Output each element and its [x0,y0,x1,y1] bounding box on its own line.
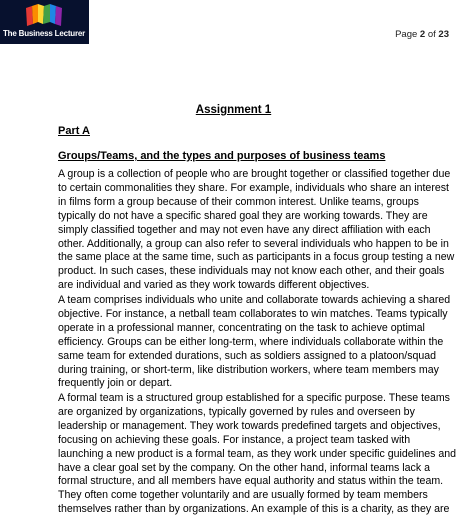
text-line: A team comprises individuals who unite and collaborate towards achieving a shared [58,294,451,306]
page-number [395,29,449,40]
text-line: launching a new product is a formal team, as they work under specific guidelines and [58,447,457,460]
text-line: other. Additionally, a group can also refer to several individuals who happen to be in [58,237,449,250]
text-line: objective. For instance, a netball team collaborates to win matches. Teams typically [58,307,448,320]
text-line: are organized by organizations, typically governed by rules and overseen by [58,405,415,418]
books-icon [24,2,64,28]
text-line: They often come together voluntarily and are usually formed by team members [58,489,428,502]
text-line: formal structure, and all members have equal authority and status within the team. [58,475,444,488]
page-total: 23 [438,29,449,40]
business-lecturer-logo [0,0,89,44]
text-line: the same place at the same time, such as participants in a focus group testing a new [58,251,455,264]
text-line: typically do not have a specific shared goal they are working towards. They are [58,209,428,222]
paragraph [58,168,455,293]
text-line: product. In such cases, these individuals may not know each other, and their goals [58,265,445,278]
paragraph [58,294,451,391]
paragraph [58,392,457,517]
section-heading: Groups/Teams, and the types and purposes of business teams [58,150,386,162]
text-line: to certain commonalities they share. For example, individuals who share an interest [58,181,449,194]
text-line: are individual and varied as they work towards different objectives. [58,279,370,292]
page-current: 2 [419,29,426,40]
text-line: themselves rather than by organizations. An example of this is a charity, as they are [58,503,450,516]
text-line: A formal team is a structured group established for a specific purpose. These teams [58,392,450,404]
document-title: Assignment 1 [195,104,272,116]
text-line: A group is a collection of people who are brought together or classified together due [58,168,451,180]
text-line: operate in a professional manner, concentrating on the task to achieve optimal [58,321,425,334]
text-line: leadership or management. They work towards predefined targets and objectives, [58,419,441,432]
logo-text: The Business Lecturer [3,29,86,38]
text-line: during training, or short-term, like distribution workers, where team members may [58,363,439,376]
page-of: of [427,29,436,40]
text-line: focusing on achieving these goals. For instance, a project team tasked with [58,433,411,446]
text-line: efficiency. Groups can be either long-term, where individuals collaborate within the [58,335,444,348]
text-line: simply classified together and may not even have any direct affiliation with each [58,223,431,236]
page-prefix: Page [395,29,418,40]
text-line: same team for extended durations, such as soldiers assigned to a platoon/squad [58,349,437,362]
text-line: in films form a group because of their common interest. Unlike teams, groups [58,195,419,208]
text-line: have a clear goal set by the company. On the other hand, informal teams lack a [58,461,430,474]
part-heading: Part A [58,125,90,137]
text-line: frequently join or depart. [58,377,173,390]
